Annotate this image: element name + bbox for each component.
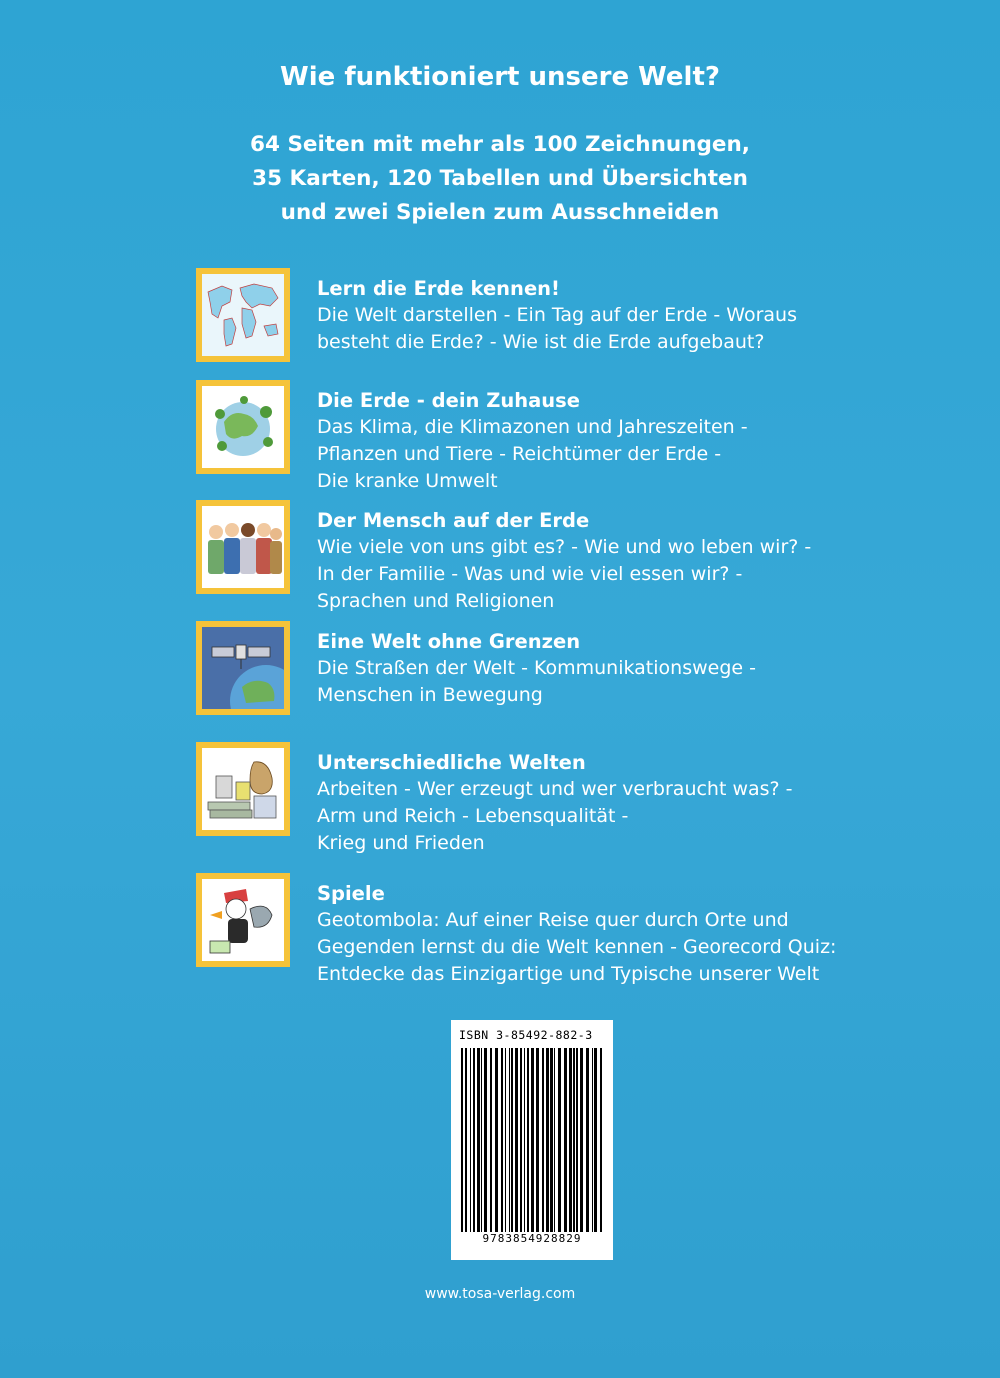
ean-number: 9783854928829 bbox=[482, 1232, 582, 1245]
people-group-icon bbox=[196, 500, 290, 594]
section-line: Arbeiten - Wer erzeugt und wer verbraucht was? - bbox=[317, 778, 793, 800]
satellite-earth-icon bbox=[196, 621, 290, 715]
subhead-line: 35 Karten, 120 Tabellen und Übersichten bbox=[252, 166, 748, 191]
section-line: Menschen in Bewegung bbox=[317, 684, 543, 706]
duck-character-icon bbox=[196, 873, 290, 967]
barcode-bars bbox=[459, 1048, 605, 1232]
section-line: In der Familie - Was und wie viel essen wir? - bbox=[317, 563, 743, 585]
section-title: Der Mensch auf der Erde bbox=[317, 509, 590, 532]
headline: Wie funktioniert unsere Welt? bbox=[280, 62, 720, 92]
section-line: Pflanzen und Tiere - Reichtümer der Erde - bbox=[317, 443, 722, 465]
section-line: Das Klima, die Klimazonen und Jahreszeiten - bbox=[317, 416, 748, 438]
section-line: Die Welt darstellen - Ein Tag auf der Erde - Woraus bbox=[317, 304, 797, 326]
section-title: Eine Welt ohne Grenzen bbox=[317, 630, 581, 653]
section-line: Krieg und Frieden bbox=[317, 832, 485, 854]
world-map-icon bbox=[196, 268, 290, 362]
section-body bbox=[317, 302, 907, 356]
section-line: Die kranke Umwelt bbox=[317, 470, 498, 492]
section-title: Spiele bbox=[317, 882, 385, 905]
section-line: Entdecke das Einzigartige und Typische unserer Welt bbox=[317, 963, 820, 985]
globe-plants-icon bbox=[196, 380, 290, 474]
section-line: Die Straßen der Welt - Kommunikationswege - bbox=[317, 657, 756, 679]
section-line: Arm und Reich - Lebensqualität - bbox=[317, 805, 629, 827]
section-body bbox=[317, 414, 907, 495]
section-title: Lern die Erde kennen! bbox=[317, 277, 560, 300]
section-line: Wie viele von uns gibt es? - Wie und wo leben wir? - bbox=[317, 536, 812, 558]
section-line: Sprachen und Religionen bbox=[317, 590, 555, 612]
section-line: besteht die Erde? - Wie ist die Erde aufgebaut? bbox=[317, 331, 765, 353]
publisher-website: www.tosa-verlag.com bbox=[424, 1286, 576, 1302]
section-body bbox=[317, 776, 907, 857]
section-body bbox=[317, 655, 907, 709]
isbn-label: ISBN 3-85492-882-3 bbox=[459, 1028, 593, 1042]
subhead-line: und zwei Spielen zum Ausschneiden bbox=[280, 200, 720, 225]
money-goods-icon bbox=[196, 742, 290, 836]
section-body bbox=[317, 534, 907, 615]
section-title: Unterschiedliche Welten bbox=[317, 751, 586, 774]
section-line: Geotombola: Auf einer Reise quer durch Orte und bbox=[317, 909, 789, 931]
section-body bbox=[317, 907, 907, 988]
section-title: Die Erde - dein Zuhause bbox=[317, 389, 580, 412]
subhead-line: 64 Seiten mit mehr als 100 Zeichnungen, bbox=[250, 132, 750, 157]
section-line: Gegenden lernst du die Welt kennen - Georecord Quiz: bbox=[317, 936, 837, 958]
subhead bbox=[0, 128, 1000, 230]
barcode-box bbox=[451, 1020, 613, 1260]
